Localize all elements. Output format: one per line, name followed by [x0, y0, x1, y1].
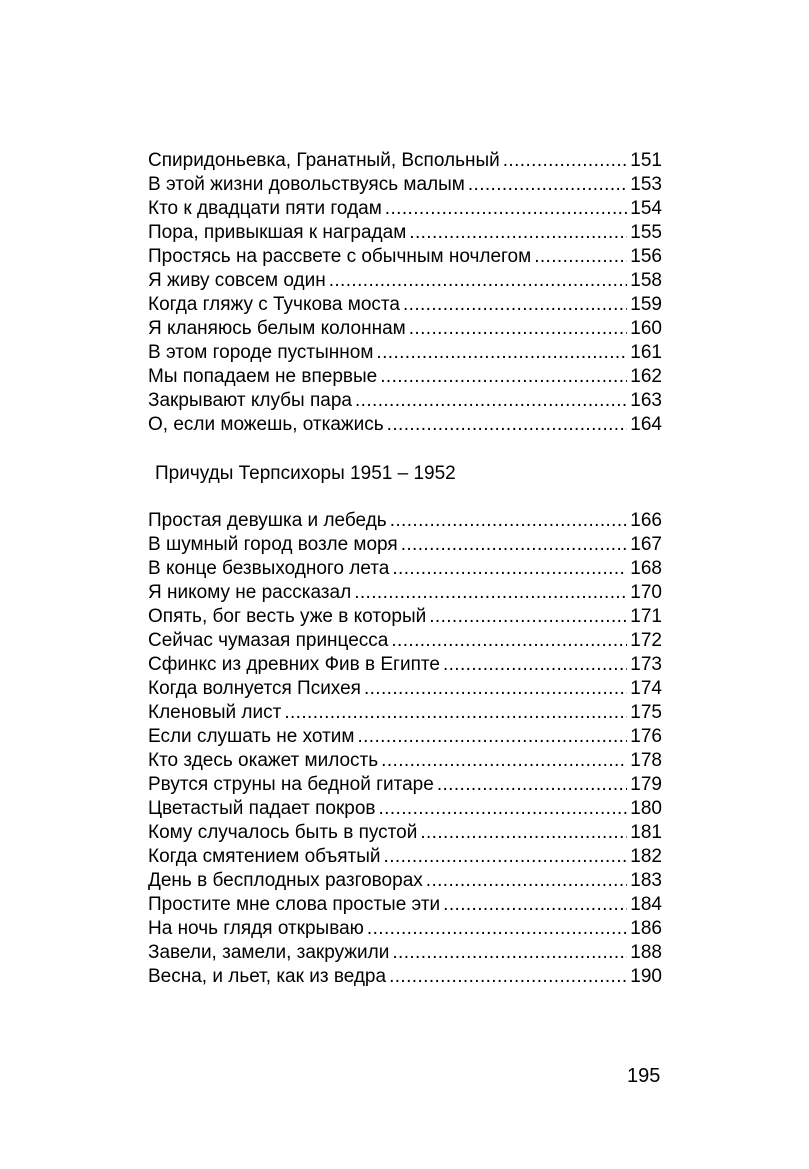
toc-entry-title: Кленовый лист: [148, 702, 282, 723]
toc-entry-title: Если слушать не хотим: [148, 726, 355, 747]
toc-entry-page: 153: [630, 174, 662, 195]
page-number: 195: [627, 1065, 661, 1087]
dot-leader: [387, 413, 628, 437]
toc-entry: [148, 605, 662, 629]
toc-entry-page: 180: [630, 798, 662, 819]
toc-entry: [148, 509, 662, 533]
toc-entry-title: Весна, и льет, как из ведра: [148, 966, 387, 987]
toc-entry-page: 166: [630, 510, 662, 531]
toc-entry-page: 183: [630, 870, 662, 891]
toc-entry: [148, 677, 662, 701]
toc-entry: [148, 149, 662, 173]
dot-leader: [367, 917, 627, 941]
section-heading: Причуды Терпсихоры 1951 – 1952: [155, 463, 456, 484]
toc-entry-title: Сфинкс из древних Фив в Египте: [148, 654, 440, 675]
toc-entry: [148, 845, 662, 869]
toc-entry-title: Простясь на рассвете с обычным ночлегом: [148, 246, 532, 267]
toc-entry: [148, 533, 662, 557]
toc-entry: [148, 341, 662, 365]
toc-entry: [148, 629, 662, 653]
toc-entry-title: Сейчас чумазая принцесса: [148, 630, 389, 651]
toc-entry-title: Я никому не рассказал: [148, 582, 352, 603]
dot-leader: [355, 389, 627, 413]
dot-leader: [426, 869, 628, 893]
toc-entry-page: 162: [630, 366, 662, 387]
toc-entry-page: 170: [630, 582, 662, 603]
toc-entry: [148, 701, 662, 725]
toc-entry: [148, 653, 662, 677]
toc-entry-title: Когда волнуется Психея: [148, 678, 361, 699]
dot-leader: [389, 965, 627, 989]
toc-entry-page: 181: [630, 822, 662, 843]
toc-entry-title: В этом городе пустынном: [148, 342, 374, 363]
toc-entry: [148, 365, 662, 389]
dot-leader: [380, 365, 627, 389]
toc-entry-page: 156: [630, 246, 662, 267]
toc-entry-page: 175: [630, 702, 662, 723]
toc-entry: [148, 941, 662, 965]
toc-entry: [148, 965, 662, 989]
toc-entry-page: 188: [630, 942, 662, 963]
toc-entry-page: 174: [630, 678, 662, 699]
toc-entry-title: Пора, привыкшая к наградам: [148, 222, 407, 243]
toc-entry-title: Кто здесь окажет милость: [148, 750, 379, 771]
toc-entry-title: В этой жизни довольствуясь малым: [148, 174, 465, 195]
toc-entry: [148, 893, 662, 917]
toc-entry-page: 164: [630, 414, 662, 435]
toc-entry-page: 158: [630, 270, 662, 291]
dot-leader: [443, 653, 627, 677]
dot-leader: [503, 149, 628, 173]
dot-leader: [403, 293, 627, 317]
toc-entry: [148, 197, 662, 221]
dot-leader: [392, 557, 627, 581]
toc-entry-title: Когда гляжу с Тучкова моста: [148, 294, 400, 315]
toc-entry-page: 176: [630, 726, 662, 747]
toc-entry: [148, 413, 662, 437]
toc-entry-page: 161: [630, 342, 662, 363]
toc-entry-title: Рвутся струны на бедной гитаре: [148, 774, 434, 795]
toc-entry-title: Спиридоньевка, Гранатный, Вспольный: [148, 150, 500, 171]
toc-entry: [148, 389, 662, 413]
dot-leader: [409, 317, 628, 341]
toc-entry: [148, 221, 662, 245]
dot-leader: [379, 797, 628, 821]
toc-entry-title: В конце безвыходного лета: [148, 558, 390, 579]
dot-leader: [437, 773, 627, 797]
toc-entry: [148, 317, 662, 341]
dot-leader: [364, 677, 627, 701]
dot-leader: [443, 893, 627, 917]
toc-entry-title: Закрывают клубы пара: [148, 390, 352, 411]
toc-entry-page: 179: [630, 774, 662, 795]
dot-leader: [381, 749, 627, 773]
toc-entry-page: 154: [630, 198, 662, 219]
toc-entry-title: Когда смятением объятый: [148, 846, 381, 867]
toc-entry-page: 155: [630, 222, 662, 243]
dot-leader: [357, 725, 627, 749]
toc-entry-page: 178: [630, 750, 662, 771]
toc-entry-title: Простите мне слова простые эти: [148, 894, 441, 915]
dot-leader: [534, 245, 627, 269]
toc-entry-page: 160: [630, 318, 662, 339]
toc-entry: [148, 821, 662, 845]
toc-entry-page: 171: [630, 606, 662, 627]
toc-entry-page: 186: [630, 918, 662, 939]
dot-leader: [391, 629, 627, 653]
toc-entry: [148, 917, 662, 941]
dot-leader: [376, 341, 627, 365]
toc-entry-page: 159: [630, 294, 662, 315]
toc-entry: [148, 869, 662, 893]
toc-entry-page: 172: [630, 630, 662, 651]
dot-leader: [401, 533, 628, 557]
dot-leader: [420, 821, 627, 845]
dot-leader: [409, 221, 627, 245]
toc-entry-title: На ночь глядя открываю: [148, 918, 364, 939]
dot-leader: [390, 509, 628, 533]
toc-entry: [148, 725, 662, 749]
toc-entry-page: 151: [630, 150, 662, 171]
toc-entry-page: 167: [630, 534, 662, 555]
toc-entry-page: 168: [630, 558, 662, 579]
toc-entry-title: Кому случалось быть в пустой: [148, 822, 418, 843]
toc-entry-page: 182: [630, 846, 662, 867]
toc-entry: [148, 293, 662, 317]
toc-entry-page: 184: [630, 894, 662, 915]
toc-entry: [148, 797, 662, 821]
toc-entry: [148, 773, 662, 797]
toc-entry: [148, 749, 662, 773]
dot-leader: [392, 941, 627, 965]
toc-entry: [148, 581, 662, 605]
toc-entry: [148, 173, 662, 197]
toc-entry-title: Цветастый падает покров: [148, 798, 376, 819]
dot-leader: [354, 581, 627, 605]
toc-entry-title: О, если можешь, откажись: [148, 414, 384, 435]
toc-entry-page: 173: [630, 654, 662, 675]
dot-leader: [429, 605, 627, 629]
toc-entry-title: День в бесплодных разговорах: [148, 870, 423, 891]
dot-leader: [284, 701, 627, 725]
toc-entry-title: Я кланяюсь белым колоннам: [148, 318, 406, 339]
toc-list-part-1: [148, 149, 662, 437]
toc-entry: [148, 245, 662, 269]
toc-entry-title: Кто к двадцати пяти годам: [148, 198, 382, 219]
dot-leader: [384, 845, 628, 869]
toc-list-part-2: [148, 509, 662, 989]
toc-entry-page: 163: [630, 390, 662, 411]
toc-entry-title: Простая девушка и лебедь: [148, 510, 387, 531]
dot-leader: [329, 269, 628, 293]
toc-entry: [148, 269, 662, 293]
dot-leader: [468, 173, 627, 197]
toc-entry-title: Я живу совсем один: [148, 270, 326, 291]
toc-entry-title: Опять, бог весть уже в который: [148, 606, 427, 627]
toc-entry-page: 190: [630, 966, 662, 987]
toc-entry-title: Мы попадаем не впервые: [148, 366, 378, 387]
toc-entry-title: Завели, замели, закружили: [148, 942, 390, 963]
toc-entry: [148, 557, 662, 581]
dot-leader: [385, 197, 628, 221]
toc-entry-title: В шумный город возле моря: [148, 534, 398, 555]
